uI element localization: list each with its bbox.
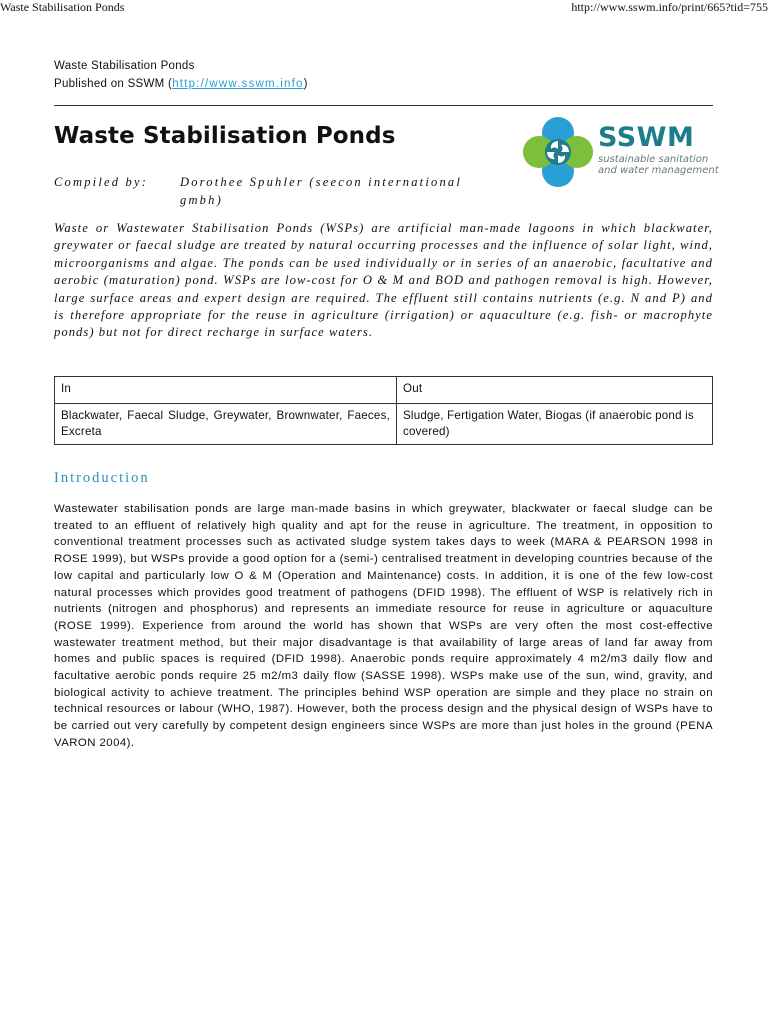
introduction-paragraph: Wastewater stabilisation ponds are large man-made basins in which greywater, blackwater or faecal sludge can be treated to an effluent of relatively high quality and apt for the reuse in agriculture. The treatment, in opposition to conventional treatment processes such as activated sludge system takes days to week (MARA & PEARSON 1998 in ROSE 1999), but WSPs provide a good option for a (semi-) centralised treatment in developing countries because of the low capital and particularly low O & M (Operation and Maintenance) costs. In addition, it is one of the few low-cost natural processes which provides good treatment of pathogens (DFID 1998). The effluent of WSP is relatively rich in nutrients (nitrogen and phosphorus) and represents an immediate resource for reuse in agriculture or aquaculture (ROSE 1999). Experience from around the world has shown that WSPs are very often the most cost-effective wastewater treatment method, but their major disadvantage is that availability of large areas of land far away from homes and public spaces is required (DFID 1998). Anaerobic ponds require approximately 4 m2/m3 daily flow and facultative aerobic ponds require 25 m2/m3 daily flow (SASSE 1998). WSPs make use of the sun, wind, gravity, and biological activity to achieve treatment. The principles behind WSP operation are simple and they place no strain on technical resources or labour (WHO, 1987). However, both the process design and the physical design of WSPs have to be carried out very carefully by competent design engineers since WSPs are more than just holes in the ground (PENA VARON 2004). — [54, 503, 713, 749]
input-output-table — [54, 376, 713, 445]
section-heading-introduction: Introduction — [54, 470, 150, 486]
compiled-by-author: Dorothee Spuhler (seecon international gmbh) — [180, 175, 463, 207]
table-row — [55, 404, 713, 445]
sswm-logo-icon — [522, 116, 594, 188]
abstract: Waste or Wastewater Stabilisation Ponds (WSPs) are artificial man-made lagoons in which blackwater, greywater or faecal sludge are treated by natural occurring processes and the influence of solar light, wind, microorganisms and algae. The ponds can be used individually or in series of an anaerobic, facultative and aerobic (maturation) pond. WSPs are low-cost for O & M and BOD and pathogen removal is high. However, large surface areas and expert design are required. The effluent still contains nutrients (e.g. N and P) and is therefore appropriate for the reuse in agriculture (irrigation) or aquaculture (e.g. fish- or macrophyte ponds) but not for direct recharge in surface waters. — [54, 221, 713, 340]
site-title: Waste Stabilisation Ponds — [54, 60, 195, 72]
logo-name: SSWM — [598, 122, 695, 153]
sswm-logo — [522, 116, 722, 188]
published-line — [54, 78, 308, 90]
header-divider — [54, 105, 713, 106]
print-header-title: Waste Stabilisation Ponds — [0, 0, 125, 14]
logo-tagline-line-1: sustainable sanitation — [598, 154, 709, 165]
published-suffix: ) — [303, 78, 308, 90]
compiled-by-label: Compiled by: — [54, 175, 149, 189]
print-header — [0, 0, 768, 16]
table-cell-out: Sludge, Fertigation Water, Biogas (if anaerobic pond is covered) — [397, 404, 713, 445]
sswm-link[interactable]: http://www.sswm.info — [172, 78, 304, 90]
table-header-in: In — [55, 377, 397, 404]
logo-tagline — [598, 154, 719, 176]
table-cell-in: Blackwater, Faecal Sludge, Greywater, Brownwater, Faeces, Excreta — [55, 404, 397, 445]
print-header-url: http://www.sswm.info/print/665?tid=755 — [571, 0, 768, 14]
logo-tagline-line-2: and water management — [598, 165, 719, 176]
table-header-out: Out — [397, 377, 713, 404]
published-prefix: Published on SSWM ( — [54, 78, 173, 90]
page-title: Waste Stabilisation Ponds — [54, 123, 396, 149]
table-header-row — [55, 377, 713, 404]
